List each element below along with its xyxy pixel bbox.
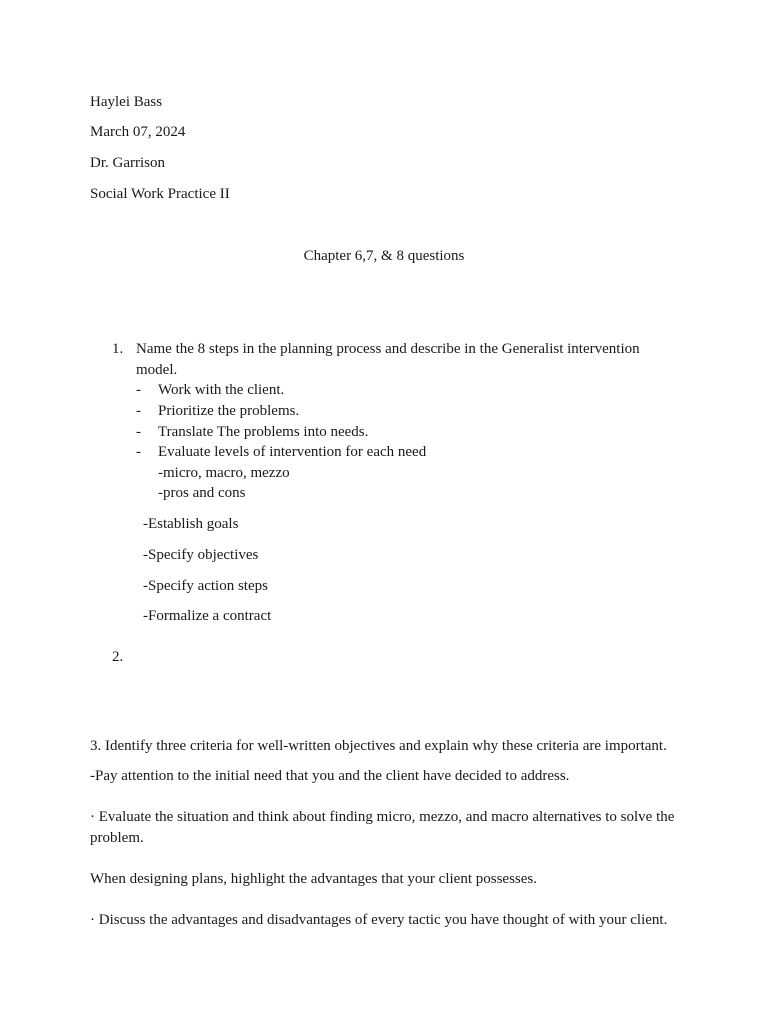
document-title: Chapter 6,7, & 8 questions — [303, 248, 465, 264]
answer-line: · Discuss the advantages and disadvantages of every tactic you have thought of with your client. — [90, 912, 668, 928]
question2-number: 2. — [112, 649, 124, 665]
step-line: -Establish goals — [143, 516, 239, 532]
bullet-dash: - — [136, 382, 141, 398]
instructor-name: Dr. Garrison — [90, 155, 165, 171]
course-name: Social Work Practice II — [90, 186, 230, 202]
list-item: Translate The problems into needs. — [158, 424, 369, 440]
step-line: -Formalize a contract — [143, 608, 272, 624]
bullet-dash: - — [136, 424, 141, 440]
step-line: -Specify objectives — [143, 547, 259, 563]
question1-number: 1. — [112, 341, 124, 357]
list-item: Evaluate levels of intervention for each need — [158, 444, 427, 460]
sub-line: -micro, macro, mezzo — [158, 465, 290, 481]
student-name: Haylei Bass — [90, 94, 163, 110]
answer-line: · Evaluate the situation and think about finding micro, mezzo, and macro alternatives to solve the problem. — [90, 809, 675, 846]
sub-line: -pros and cons — [158, 485, 246, 501]
answer-line: -Pay attention to the initial need that you and the client have decided to address. — [90, 768, 570, 784]
question3-text: 3. Identify three criteria for well-written objectives and explain why these criteria are important. — [90, 738, 667, 754]
list-item: Work with the client. — [158, 382, 285, 398]
step-line: -Specify action steps — [143, 578, 268, 594]
list-item: Prioritize the problems. — [158, 403, 300, 419]
question1-text: Name the 8 steps in the planning process and describe in the Generalist intervention model. — [136, 341, 640, 378]
document-date: March 07, 2024 — [90, 124, 186, 140]
bullet-dash: - — [136, 403, 141, 419]
answer-line: When designing plans, highlight the advantages that your client possesses. — [90, 871, 537, 887]
bullet-dash: - — [136, 444, 141, 460]
